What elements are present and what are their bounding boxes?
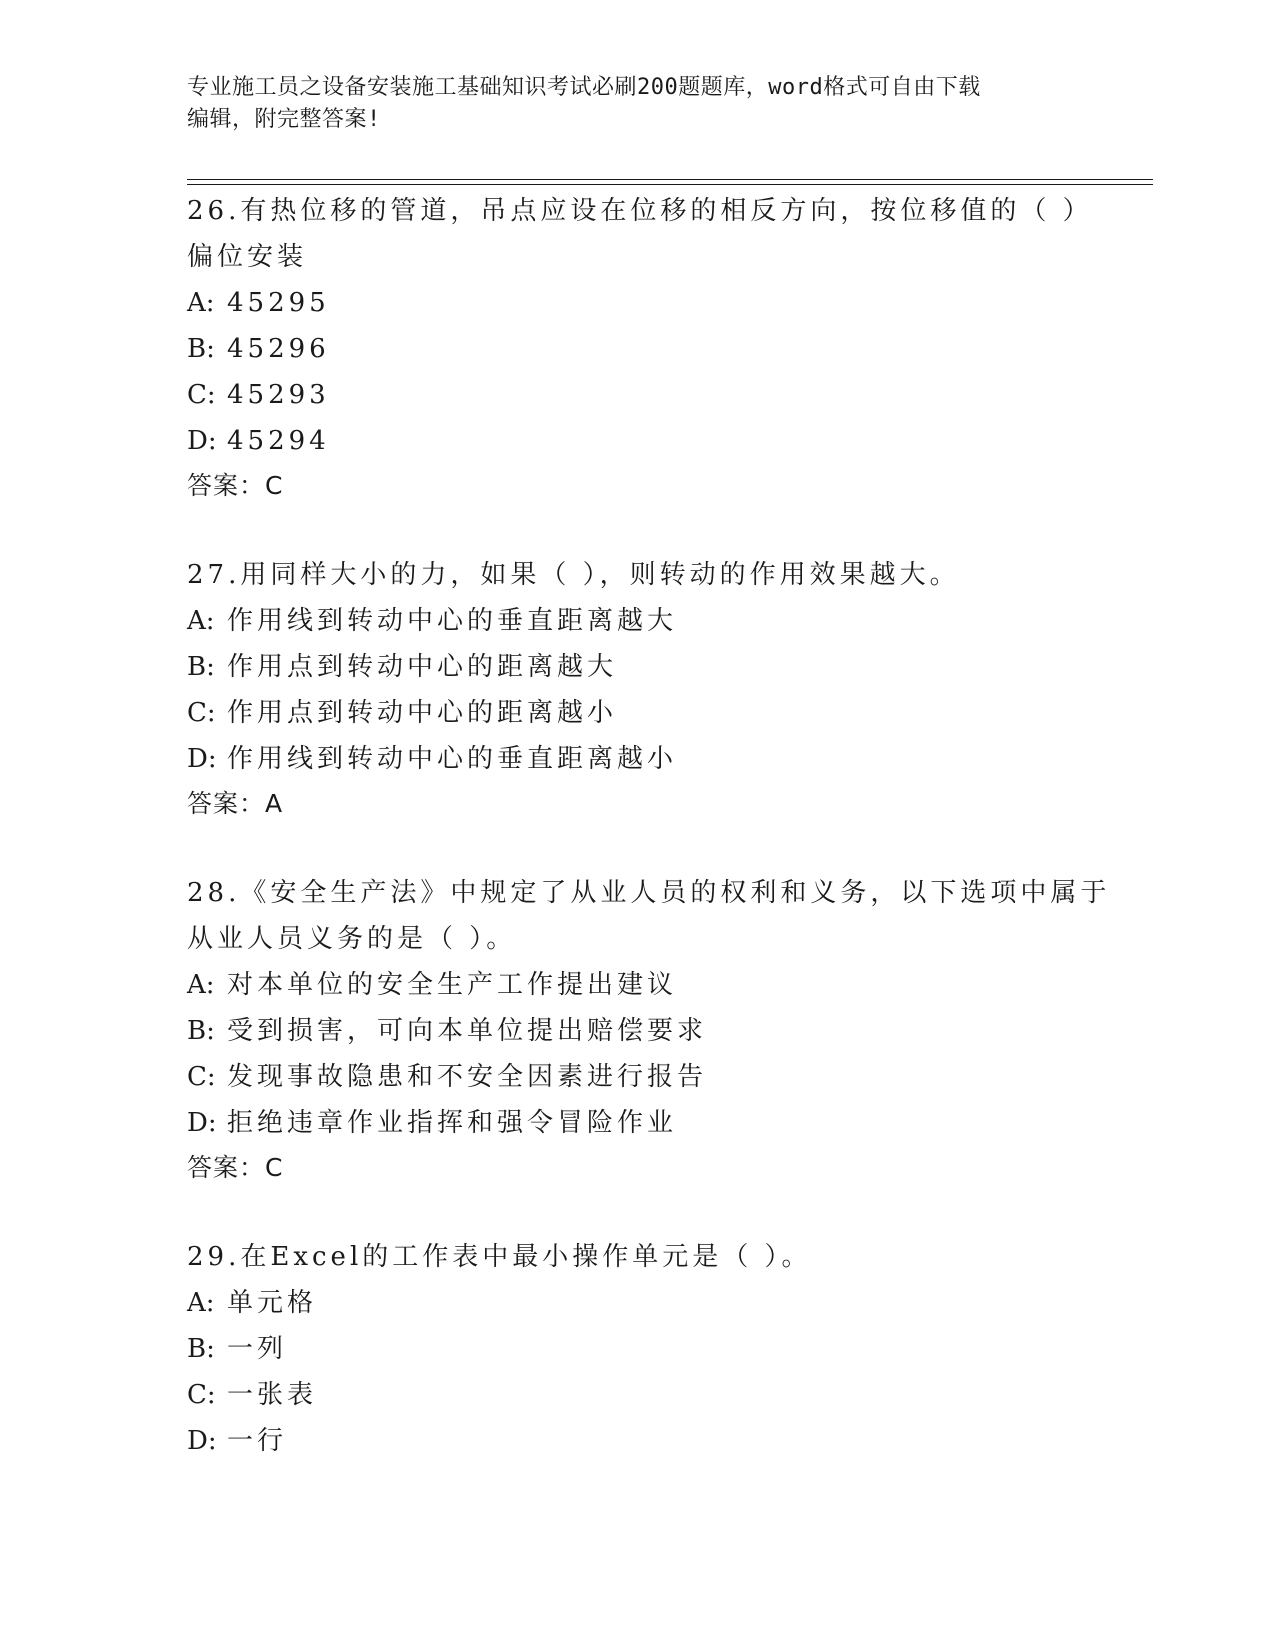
option-text: 对本单位的安全生产工作提出建议: [227, 970, 678, 1000]
option-b: [187, 1008, 1127, 1054]
option-key: A:: [187, 606, 215, 636]
header-title-line-2: 编辑，附完整答案!: [187, 107, 381, 132]
answer-line: 答案：A: [187, 789, 284, 818]
question-spacer: [187, 508, 1127, 552]
option-d: [187, 1100, 1127, 1146]
document-header: [187, 72, 1087, 136]
option-key: D:: [187, 1108, 217, 1138]
question-spacer: [187, 826, 1127, 870]
question-stem: 28.《安全生产法》中规定了从业人员的权利和义务，以下选项中属于: [187, 878, 1111, 908]
option-a: [187, 598, 1127, 644]
option-c: [187, 1372, 1127, 1418]
option-text: 拒绝违章作业指挥和强令冒险作业: [227, 1108, 678, 1138]
question-list: [187, 188, 1127, 1464]
option-d: [187, 418, 1127, 464]
option-a: [187, 962, 1127, 1008]
option-b: [187, 644, 1127, 690]
option-key: C:: [187, 698, 216, 728]
question-27: [187, 552, 1127, 826]
option-text: 45294: [227, 426, 330, 456]
option-d: [187, 736, 1127, 782]
option-key: A:: [187, 1288, 215, 1318]
option-key: D:: [187, 744, 217, 774]
option-c: [187, 1054, 1127, 1100]
option-key: C:: [187, 1380, 216, 1410]
option-b: [187, 1326, 1127, 1372]
option-d: [187, 1418, 1127, 1464]
question-29: [187, 1234, 1127, 1464]
option-text: 作用点到转动中心的距离越小: [227, 698, 618, 728]
question-28: [187, 870, 1127, 1190]
option-key: C:: [187, 380, 216, 410]
option-a: [187, 280, 1127, 326]
question-stem-continued: 偏位安装: [187, 242, 308, 272]
header-divider-bottom: [187, 184, 1153, 185]
option-text: 一行: [227, 1426, 288, 1456]
answer-line: 答案：C: [187, 1153, 284, 1182]
option-text: 受到损害，可向本单位提出赔偿要求: [227, 1016, 708, 1046]
header-title-line-1: 专业施工员之设备安装施工基础知识考试必刷200题题库，word格式可自由下载: [187, 75, 981, 100]
option-key: C:: [187, 1062, 216, 1092]
question-spacer: [187, 1190, 1127, 1234]
option-key: B:: [187, 652, 215, 682]
option-text: 作用线到转动中心的垂直距离越小: [227, 744, 678, 774]
option-key: A:: [187, 970, 215, 1000]
option-text: 单元格: [227, 1288, 318, 1318]
option-text: 作用点到转动中心的距离越大: [227, 652, 618, 682]
header-divider-top: [187, 179, 1153, 180]
option-text: 45296: [227, 334, 330, 364]
option-key: B:: [187, 334, 215, 364]
question-stem: 26.有热位移的管道，吊点应设在位移的相反方向，按位移值的（ ）: [187, 196, 1093, 226]
question-stem: 27.用同样大小的力，如果（ ），则转动的作用效果越大。: [187, 560, 960, 590]
option-b: [187, 326, 1127, 372]
option-c: [187, 690, 1127, 736]
option-key: A:: [187, 288, 215, 318]
option-text: 发现事故隐患和不安全因素进行报告: [227, 1062, 708, 1092]
option-text: 一列: [227, 1334, 288, 1364]
answer-line: 答案：C: [187, 471, 284, 500]
question-26: [187, 188, 1127, 508]
question-stem: 29.在Excel的工作表中最小操作单元是（ ）。: [187, 1242, 812, 1272]
option-key: D:: [187, 1426, 217, 1456]
option-text: 作用线到转动中心的垂直距离越大: [227, 606, 678, 636]
option-a: [187, 1280, 1127, 1326]
option-text: 45295: [227, 288, 330, 318]
option-text: 一张表: [227, 1380, 318, 1410]
question-stem-continued: 从业人员义务的是（ ）。: [187, 924, 517, 954]
option-c: [187, 372, 1127, 418]
option-key: D:: [187, 426, 217, 456]
option-key: B:: [187, 1334, 215, 1364]
option-key: B:: [187, 1016, 215, 1046]
option-text: 45293: [227, 380, 330, 410]
